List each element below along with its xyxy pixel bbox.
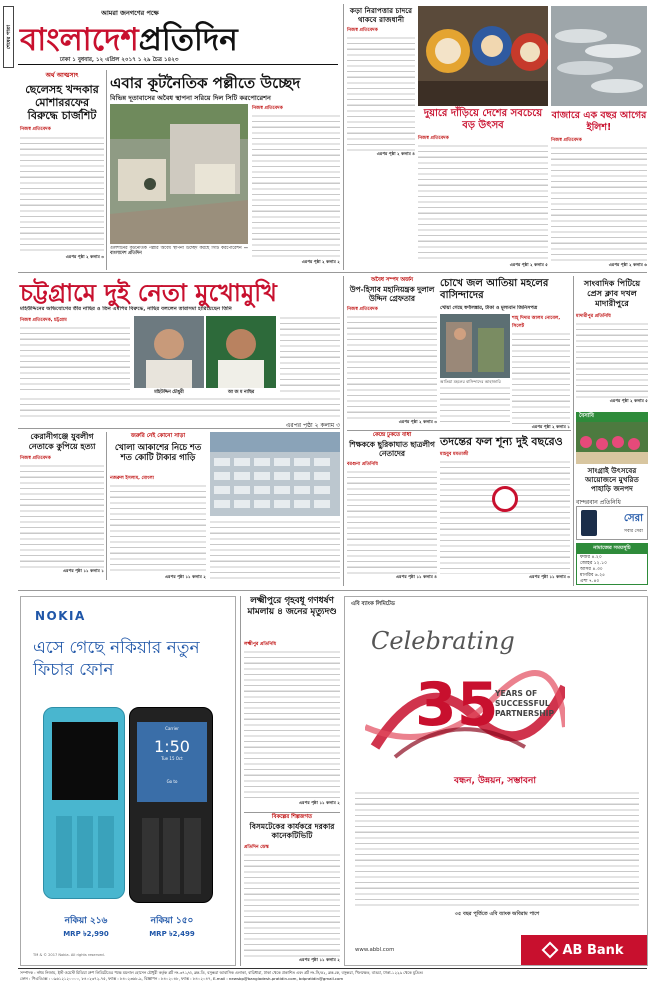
security-byline: নিজস্ব প্রতিবেদক: [347, 28, 378, 33]
market-headline: বাজারে এক বছর আগের ইলিশ!: [551, 110, 647, 133]
phone-2: [129, 707, 213, 903]
imprint: সম্পাদক : নঈম নিজাম, ইস্ট ওয়েস্ট মিডিয়া গ্রুপ লিমিটেডের পক্ষে ময়নাল হোসেন চৌধুরী কর্তৃক প্লট নং-৩৭১/এ, ব্লক-ডি, বসুন্ধরা আবাসিক এলাকা, বারিধারা, ঢাকা থেকে প্রকাশিত এবং প্লট নং-সি/৫২, ব্লক-কে, বসুন্ধরা, খিলক্ষেত, বাড্ডা, ঢাকা-১২২৯ থেকে মুদ্রিত।: [20, 970, 424, 975]
price-2: [131, 913, 213, 940]
festival-headline: দুয়ারে দাঁড়িয়ে দেশের সবচেয়ে বড় উৎসব: [423, 108, 543, 131]
byline: নিজস্ব প্রতিবেদক: [20, 127, 51, 132]
market-body: [551, 136, 647, 270]
mrp-1: MRP ৳2,990: [63, 930, 109, 938]
phone-softkey: Go to: [166, 779, 178, 784]
model-1: নকিয়া ২১৬: [64, 916, 108, 926]
cars-body-2: [210, 520, 340, 580]
chattogram-body-left: [20, 316, 130, 390]
bridge-story: [347, 277, 437, 427]
abbank-footer-note: ৩৫ বছর পূর্তিতে এবি ব্যাংক অবিরাম পাশে: [454, 911, 540, 917]
chattogram-photo-2: [206, 316, 276, 388]
ad-product-icon: [581, 510, 597, 536]
probe-logo: [492, 486, 518, 512]
baisabi-tag: বৈসাবি: [576, 412, 648, 422]
baisabi-headline: সাংগ্রাই উৎসবের আয়োজনে মুখরিত পাহাড়ি জনপদ: [585, 466, 639, 493]
atia-body-2: [440, 386, 510, 426]
phone-1: [43, 707, 125, 899]
bridge-byline: নিজস্ব প্রতিবেদক: [347, 307, 378, 313]
baisabi-photo: [576, 422, 648, 464]
col1-story: [20, 70, 104, 270]
logo-left: বাংলাদেশ: [20, 22, 139, 58]
cars-headline: খোলা আকাশের নিচে শত শত কোটি টাকার গাড়ি: [114, 442, 202, 463]
laxmipur-body: [244, 640, 340, 808]
market-byline: নিজস্ব প্রতিবেদক: [551, 138, 582, 143]
abbank-logo: [521, 935, 647, 965]
industry-continue[interactable]: এরপর পৃষ্ঠা ১১ কলাম ২: [299, 956, 340, 962]
dateline: ঢাকা ১ বুধবার, ১২ এপ্রিল ২০১৭ ১ ২৯ চৈত্র ১৪২৩: [60, 57, 179, 63]
lead-continue[interactable]: এরপর পৃষ্ঠা ২ কলাম ২: [301, 259, 340, 264]
years-number: 35: [415, 670, 499, 740]
lead-byline: নিজস্ব প্রতিবেদক: [252, 106, 283, 111]
years-text: YEARS OF SUCCESSFUL PARTNERSHIP: [495, 689, 555, 718]
probe-continue[interactable]: এরপর পৃষ্ঠা ১১ কলাম ৩: [529, 574, 570, 579]
laxmipur-headline: লক্ষ্মীপুরে গৃহবধূ গণধর্ষণ মামলায় ৪ জনের মৃত্যুদণ্ড: [247, 596, 337, 617]
prayer-box: [576, 543, 648, 585]
small-ad[interactable]: [576, 506, 648, 540]
chattogram-body-right: [280, 316, 340, 394]
cars-continue[interactable]: এরপর পৃষ্ঠা ১১ কলাম ২: [165, 574, 206, 579]
photo-caption-1: মহিউদ্দিন চৌধুরী: [154, 390, 184, 395]
atia-headline: চোখে জল আতিয়া মহলের বাসিন্দাদের: [440, 278, 549, 302]
journalist-body: [576, 312, 648, 408]
karaniganj-byline: নিজস্ব প্রতিবেদক: [20, 456, 51, 461]
phone-carrier: Carrier: [165, 726, 179, 731]
bridge-continue[interactable]: এরপর পৃষ্ঠা ২ কলাম ৩: [398, 419, 437, 425]
cars-photo: [210, 432, 340, 516]
phone-time: 1:50: [154, 737, 190, 756]
cars-headline-block: [110, 432, 206, 463]
abbank-slogan: বন্ধন, উন্নয়ন, সম্ভাবনা: [453, 776, 537, 786]
probe-headline: তদন্তের ফল শূন্য দুই বছরেও: [440, 435, 563, 448]
prayer-row: ফজর ৪.২০: [580, 555, 602, 560]
karaniganj-continue[interactable]: এরপর পৃষ্ঠা ১১ কলাম ১: [63, 568, 104, 573]
chattogram-photo-1: [134, 316, 204, 388]
atia-photo: [440, 314, 510, 378]
chattogram-subhead: মহিউদ্দিনের অভিযোগের তীর নাছির ও তিন এমপির বিরুদ্ধে, নাছির বললেন তারাসমা হারিয়েছেন তিনি: [20, 306, 232, 312]
lead-subhead: বিভিন্ন দূতাবাসের অবৈধ স্থাপনা সরিয়ে দিল সিটি করপোরেশন: [110, 94, 271, 102]
festival-body: [418, 134, 548, 270]
chattogram-continue[interactable]: এরপর পৃষ্ঠা ২ কলাম ৩: [285, 422, 340, 429]
abbank-body: [355, 791, 639, 907]
probe-byline: মাহবুব মমতাজী: [440, 452, 469, 457]
bridge-kicker: অবৈধ সম্পদ অর্জন: [370, 277, 414, 283]
atia-body: [512, 314, 570, 429]
photo-caption-2: আ জ ম নাছির: [227, 390, 255, 395]
atia-caption: আতিয়া মহলের বাসিন্দাদের আহাজারি: [440, 379, 501, 384]
tagline: আমরা জনগণের পক্ষে: [101, 9, 159, 17]
journalist-continue[interactable]: এরপর পৃষ্ঠা ২ কলাম ৫: [609, 398, 648, 403]
atia-subhead: খোয়া গেছে স্বর্ণালঙ্কার, টাকা ও মূল্যবান জিনিসপত্র: [440, 306, 537, 311]
headline: ছেলেসহ খন্দকার মোশাররফের বিরুদ্ধে চার্জশিট: [25, 83, 99, 122]
market-continue[interactable]: এরপর পৃষ্ঠা ২ কলাম ৬: [608, 262, 647, 267]
lead-photo: [110, 104, 248, 244]
nokia-ad[interactable]: [20, 596, 236, 966]
lead-caption: গুলশানের কূটনৈতিক পল্লীর অবৈধ স্থাপনা উচ্ছেদ করছে সিটি করপোরেশন —বাংলাদেশ প্রতিদিন: [110, 246, 248, 257]
bridge-headline: উপ-হিসাব মহানিয়ন্ত্রক দুলাল উদ্দিন গ্রেফতার: [349, 285, 435, 304]
abbank-ad[interactable]: [344, 596, 648, 966]
side-tag: শেষের পাতা: [3, 6, 14, 68]
nokia-logo: NOKIA: [35, 609, 86, 623]
journalist-byline: মাদারীপুর প্রতিনিধি: [576, 314, 611, 319]
nokia-fine-print: TM & © 2017 Nokia. All rights reserved.: [33, 953, 105, 957]
cars-kicker: জরুরি নেই কোনো সাড়া: [130, 433, 186, 439]
prayer-row: এশা ৭.৪০: [580, 579, 600, 584]
celebrating-text: Celebrating: [371, 627, 515, 655]
chattogram-body-bottom: [20, 397, 340, 419]
lead-body: [252, 104, 340, 266]
journalist-headline: সাংবাদিক পিটিয়ে প্রেস ক্লাব দখল মাদারীপুরে: [583, 278, 641, 308]
market-photo: [551, 6, 647, 106]
mrp-2: MRP ৳2,499: [149, 930, 195, 938]
laxmipur-byline: লক্ষ্মীপুর প্রতিনিধি: [244, 642, 277, 647]
ad-sub: সবার সেরা: [624, 529, 643, 534]
industry-byline: প্রতিদিন ডেস্ক: [244, 844, 269, 850]
cars-byline: নজরুল ইসলাম, মোংলা: [110, 476, 154, 481]
chattogram-byline: নিজস্ব প্রতিবেদক, চট্টগ্রাম: [20, 318, 67, 323]
security-headline: কড়া নিরাপত্তার চাদরে থাকবে রাজধানী: [349, 6, 413, 24]
imprint-contact: ফোন : পিএবিএক্স : ০৯৬১২১২০০০০, ৮৪০২৩৭২-৭৫, ফ্যাক্স : ৮৪০২৩৬৮-৯, বিজ্ঞাপন : ৮৪০২০৪৮, ফ্যাক্স : ৮৪০২০৪৭, E-mail : newsbp@bangladesh-pratidin.com, bdpratidin@gmail.com: [20, 976, 344, 981]
laxmipur-continue[interactable]: এরপর পৃষ্ঠা ১১ কলাম ২: [299, 800, 340, 805]
phone-date: Tue 15 Oct: [161, 756, 183, 761]
chattogram-headline: চট্টগ্রামে দুই নেতা মুখোমুখি: [20, 279, 277, 307]
model-2: নকিয়া ১৫০: [150, 916, 194, 926]
logo-right: প্রতিদিন: [138, 22, 238, 58]
festival-byline: নিজস্ব প্রতিবেদক: [418, 136, 449, 141]
abbank-label: এবি ব্যাংক লিমিটেড: [351, 601, 395, 607]
teacher-headline: শিক্ষককে ছুরিকাঘাত ছাত্রলীগ নেতাদের: [349, 440, 435, 459]
karaniganj-story: [20, 432, 104, 580]
kicker: অর্থ আত্মসাৎ: [45, 72, 79, 79]
industry-kicker: বিকল্পের শিল্পজগত: [271, 814, 313, 820]
festival-continue[interactable]: এরপর পৃষ্ঠা ২ কলাম ৫: [509, 262, 548, 267]
prayer-row: জোহর ১২.১০: [580, 561, 608, 566]
teacher-byline: বরগুনা প্রতিনিধি: [347, 462, 378, 468]
teacher-kicker: কেন্দ্রে ঢুকতে বাধা: [372, 432, 412, 438]
teacher-continue[interactable]: এরপর পৃষ্ঠা ১১ কলাম ৪: [396, 574, 437, 580]
karaniganj-headline: কেরানীগঞ্জে যুবলীগ নেতাকে কুপিয়ে হত্যা: [28, 432, 96, 451]
teacher-story: [347, 432, 437, 582]
price-1: [45, 913, 127, 940]
ad-brand: সেরা: [623, 513, 643, 524]
abbank-brand: AB Bank: [562, 942, 624, 958]
probe-body: [440, 450, 570, 582]
prayer-row: আসর ৪.৩০: [580, 567, 603, 572]
prayer-row: মাগরিব ৬.২৫: [580, 573, 606, 578]
security-continue[interactable]: এরপর পৃষ্ঠা ২ কলাম ৪: [376, 151, 415, 156]
continue-link[interactable]: এরপর পৃষ্ঠা ২ কলাম ৩: [65, 254, 104, 259]
industry-story: [244, 814, 340, 966]
cars-body: [110, 474, 206, 580]
security-story: [347, 6, 415, 166]
baisabi-byline: বান্দরবান প্রতিনিধি: [576, 499, 621, 506]
industry-headline: বিসমটেকের কার্যকরে দরকার কানেকটিভিটি: [249, 822, 335, 841]
abbank-emblem-icon: [542, 942, 559, 959]
prayer-title: নামাজের সময়সূচি: [577, 544, 647, 554]
masthead-logo: [20, 16, 330, 56]
nokia-headline: এসে গেছে নকিয়ার নতুন ফিচার ফোন: [33, 638, 200, 680]
atia-continue[interactable]: এরপর পৃষ্ঠা ২ কলাম ১: [531, 424, 570, 429]
lead-headline: এবার কূটনৈতিক পল্লীতে উচ্ছেদ: [110, 74, 301, 92]
festival-photo: [418, 6, 548, 106]
abbank-url[interactable]: www.abbl.com: [355, 947, 395, 953]
atia-byline: শাহ্ দিদার আলম নোবেল, সিলেট: [512, 316, 561, 329]
